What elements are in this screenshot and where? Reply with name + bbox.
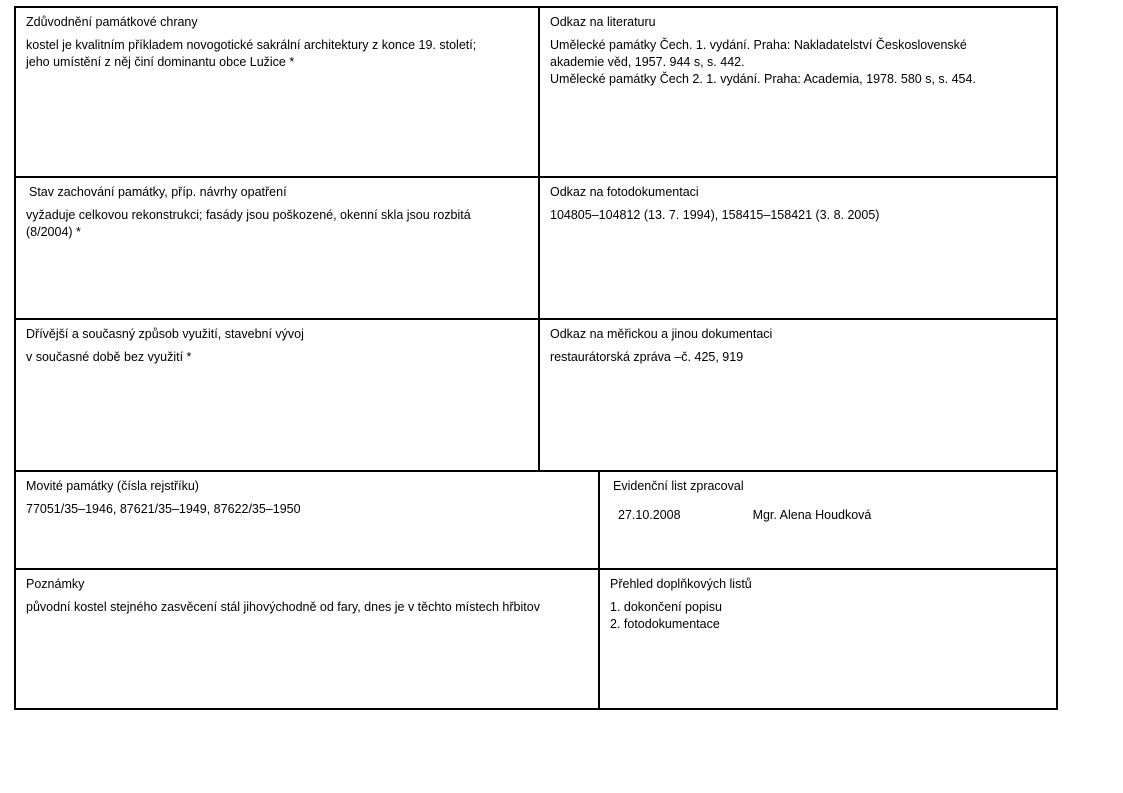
cell-label-state: Stav zachování památky, příp. návrhy opatření [29,185,287,199]
cell-survey-documentation-reference [540,320,1058,472]
text-line: původní kostel stejného zasvěcení stál jihovýchodně od fary, dnes je v těchto místech hřbitov [26,600,540,614]
cell-label-supplementary-sheets: Přehled doplňkových listů [610,577,752,591]
text-line: vyžaduje celkovou rekonstrukci; fasády jsou poškozené, okenní skla jsou rozbitá [26,208,471,222]
text-line: akademie věd, 1957. 944 s, s. 442. [550,55,745,69]
cell-movable-monuments [16,472,600,570]
cell-photodocumentation-reference [540,178,1058,320]
cell-literature-reference [540,8,1058,178]
cell-body-notes [26,599,590,616]
cell-body-literature [550,37,1050,88]
cell-notes [16,570,600,708]
text-line: 77051/35–1946, 87621/35–1949, 87622/35–1950 [26,502,301,516]
cell-label-literature: Odkaz na literaturu [550,15,656,29]
text-line: kostel je kvalitním příkladem novogotické sakrální architektury z konce 19. století; [26,38,477,52]
text-line: jeho umístění z něj činí dominantu obce Lužice * [26,55,295,69]
text-line: Umělecké památky Čech. 1. vydání. Praha: Nakladatelství Československé [550,38,967,52]
cell-former-and-current-use [16,320,540,472]
cell-label-prepared-by: Evidenční list zpracoval [613,479,744,493]
cell-label-photodocumentation: Odkaz na fotodokumentaci [550,185,699,199]
cell-body-supplementary-sheets [610,599,1050,633]
preparer-name: Mgr. Alena Houdková [752,508,872,522]
text-line: restaurátorská zpráva –č. 425, 919 [550,350,744,364]
text-line: Umělecké památky Čech 2. 1. vydání. Praha: Academia, 1978. 580 s, s. 454. [550,72,976,86]
cell-body-movable [26,501,590,518]
cell-body-justification [26,37,530,71]
cell-label-use: Dřívější a současný způsob využití, stavební vývoj [26,327,304,341]
cell-label-survey: Odkaz na měřickou a jinou dokumentaci [550,327,773,341]
cell-label-justification: Zdůvodnění památkové chrany [26,15,198,29]
prepared-by-row [610,508,1050,522]
cell-state-of-preservation [16,178,540,320]
cell-body-survey [550,349,1050,366]
cell-supplementary-sheets [600,570,1058,708]
text-line: 104805–104812 (13. 7. 1994), 158415–158421 (3. 8. 2005) [550,208,880,222]
record-sheet [14,6,1058,710]
cell-label-movable: Movité památky (čísla rejstříku) [26,479,199,493]
cell-prepared-by [600,472,1058,570]
cell-justification-of-protection [16,8,540,178]
text-line: 1. dokončení popisu [610,600,722,614]
preparation-date: 27.10.2008 [618,508,681,522]
cell-body-use [26,349,530,366]
text-line: (8/2004) * [26,225,81,239]
cell-body-state [26,207,530,241]
cell-body-photodocumentation [550,207,1050,224]
text-line: v současné době bez využití * [26,350,192,364]
text-line: 2. fotodokumentace [610,617,720,631]
cell-label-notes: Poznámky [26,577,85,591]
